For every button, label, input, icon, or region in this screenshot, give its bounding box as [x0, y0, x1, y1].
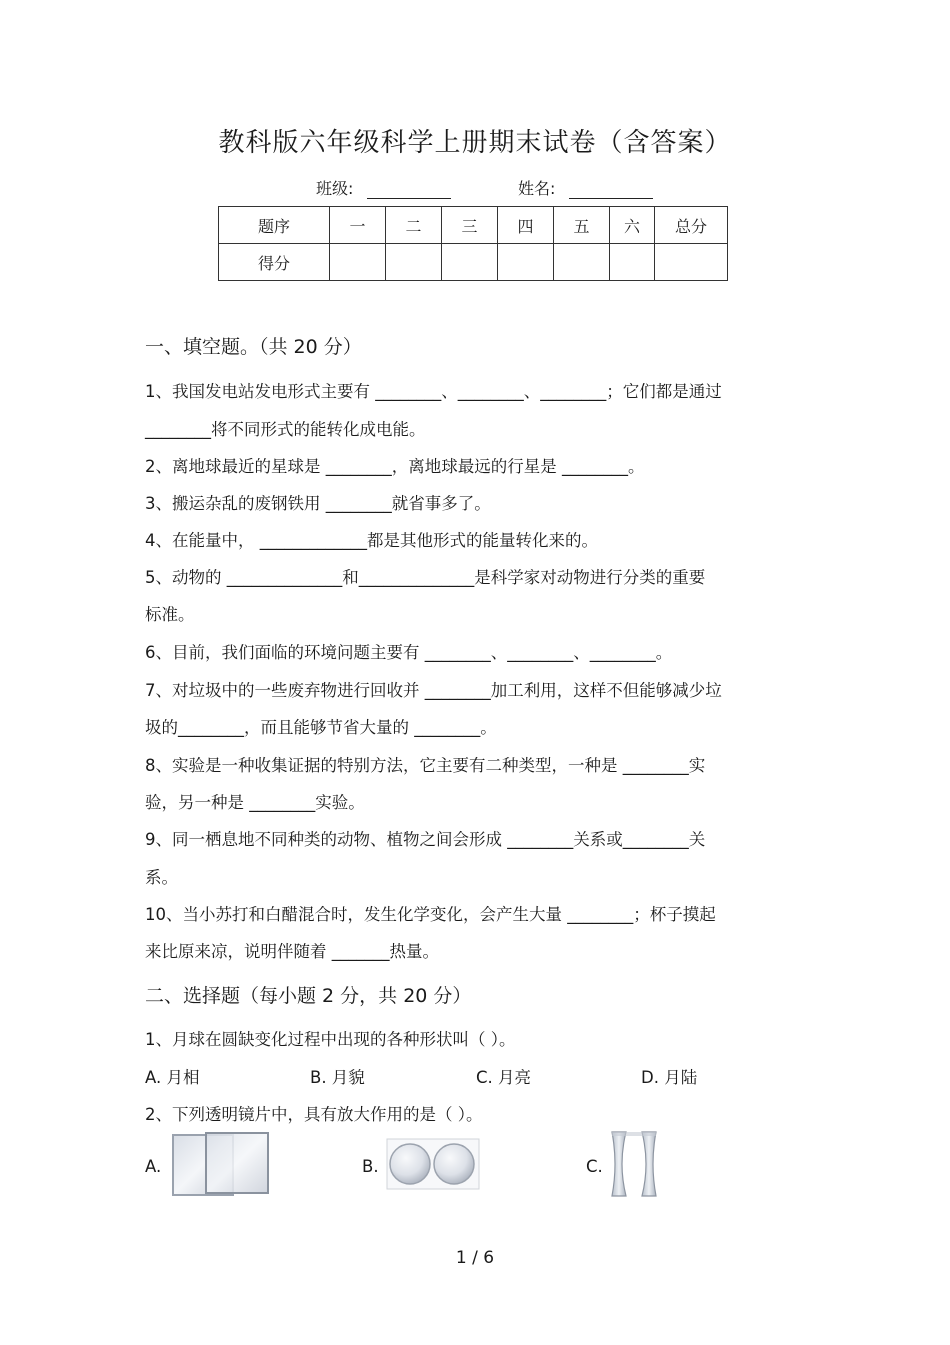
score-table-score-row — [219, 244, 728, 281]
score-cell[interactable] — [498, 244, 554, 281]
score-cell[interactable] — [442, 244, 498, 281]
lens-option-a-label[interactable]: A. — [145, 1157, 162, 1176]
section1-heading: 一、填空题。（共 20 分） — [145, 336, 362, 358]
page-indicator: 1 / 6 — [455, 1248, 495, 1268]
question-line: 来比原来凉，说明伴随着 _______热量。 — [145, 942, 439, 961]
question-line: 9、同一栖息地不同种类的动物、植物之间会形成 ________关系或________关 — [145, 830, 706, 849]
option-a[interactable]: A. 月相 — [145, 1068, 200, 1087]
lens-option-b-label[interactable]: B. — [362, 1157, 379, 1176]
score-cell[interactable] — [554, 244, 610, 281]
score-cell[interactable] — [610, 244, 655, 281]
question-line: 2、下列透明镜片中，具有放大作用的是（ ）。 — [145, 1105, 483, 1124]
question-line: 圾的________，而且能够节省大量的 ________。 — [145, 718, 497, 737]
question-line: 8、实验是一种收集证据的特别方法，它主要有二种类型，一种是 ________实 — [145, 756, 706, 775]
question-line: 3、搬运杂乱的废钢铁用 ________就省事多了。 — [145, 494, 491, 513]
class-field — [316, 176, 451, 199]
convex-lens-right — [434, 1144, 474, 1184]
score-header-cell: 三 — [442, 207, 498, 244]
name-field — [518, 176, 653, 199]
question-line: 系。 — [145, 868, 178, 887]
score-header-cell: 一 — [330, 207, 386, 244]
option-c[interactable]: C. 月亮 — [476, 1068, 532, 1087]
score-row-label: 得分 — [219, 244, 330, 281]
name-label: 姓名: — [518, 179, 556, 198]
question-line: 4、在能量中， _____________都是其他形式的能量转化来的。 — [145, 531, 598, 550]
question-line: 1、月球在圆缺变化过程中出现的各种形状叫（ ）。 — [145, 1030, 516, 1049]
question-line: 10、当小苏打和白醋混合时，发生化学变化，会产生大量 ________；杯子摸起 — [145, 905, 716, 924]
concave-lenses-image[interactable] — [608, 1130, 660, 1198]
score-cell[interactable] — [330, 244, 386, 281]
option-b[interactable]: B. 月貌 — [310, 1068, 365, 1087]
convex-lenses-image[interactable] — [386, 1138, 480, 1190]
question-line: 6、目前，我们面临的环境问题主要有 ________、________、________。 — [145, 643, 673, 662]
section2-heading: 二、选择题（每小题 2 分，共 20 分） — [145, 985, 472, 1007]
question-line: 验，另一种是 ________实验。 — [145, 793, 365, 812]
lens-option-c-label[interactable]: C. — [586, 1157, 603, 1176]
score-header-cell: 二 — [386, 207, 442, 244]
question-line: 5、动物的 ______________和______________是科学家对动物进行分类的重要 — [145, 568, 706, 587]
lens-top-edge — [612, 1132, 656, 1136]
class-label: 班级: — [316, 179, 354, 198]
name-blank[interactable] — [569, 180, 653, 199]
flat-glass-plates-image[interactable] — [170, 1130, 272, 1198]
score-header-cell: 四 — [498, 207, 554, 244]
question-line: 标准。 — [145, 605, 195, 624]
concave-lens-right — [642, 1132, 656, 1196]
score-header-cell: 题序 — [219, 207, 330, 244]
concave-lens-left — [612, 1132, 626, 1196]
score-header-cell: 五 — [554, 207, 610, 244]
score-table-header-row — [219, 207, 728, 244]
score-header-cell: 总分 — [655, 207, 728, 244]
option-d[interactable]: D. 月陆 — [641, 1068, 698, 1087]
score-cell[interactable] — [655, 244, 728, 281]
question-line: 7、对垃圾中的一些废弃物进行回收并 ________加工利用，这样不但能够减少垃 — [145, 681, 722, 700]
question-line: 2、离地球最近的星球是 ________，离地球最远的行星是 ________。 — [145, 457, 645, 476]
score-table — [218, 206, 728, 281]
class-blank[interactable] — [367, 180, 451, 199]
question-line: ________将不同形式的能转化成电能。 — [145, 420, 426, 439]
question-line: 1、我国发电站发电形式主要有 ________、________、________；它们都是通过 — [145, 382, 722, 401]
glass-plate-right — [206, 1133, 268, 1193]
page-title: 教科版六年级科学上册期末试卷（含答案） — [218, 128, 732, 158]
score-cell[interactable] — [386, 244, 442, 281]
score-header-cell: 六 — [610, 207, 655, 244]
convex-lens-left — [390, 1144, 430, 1184]
